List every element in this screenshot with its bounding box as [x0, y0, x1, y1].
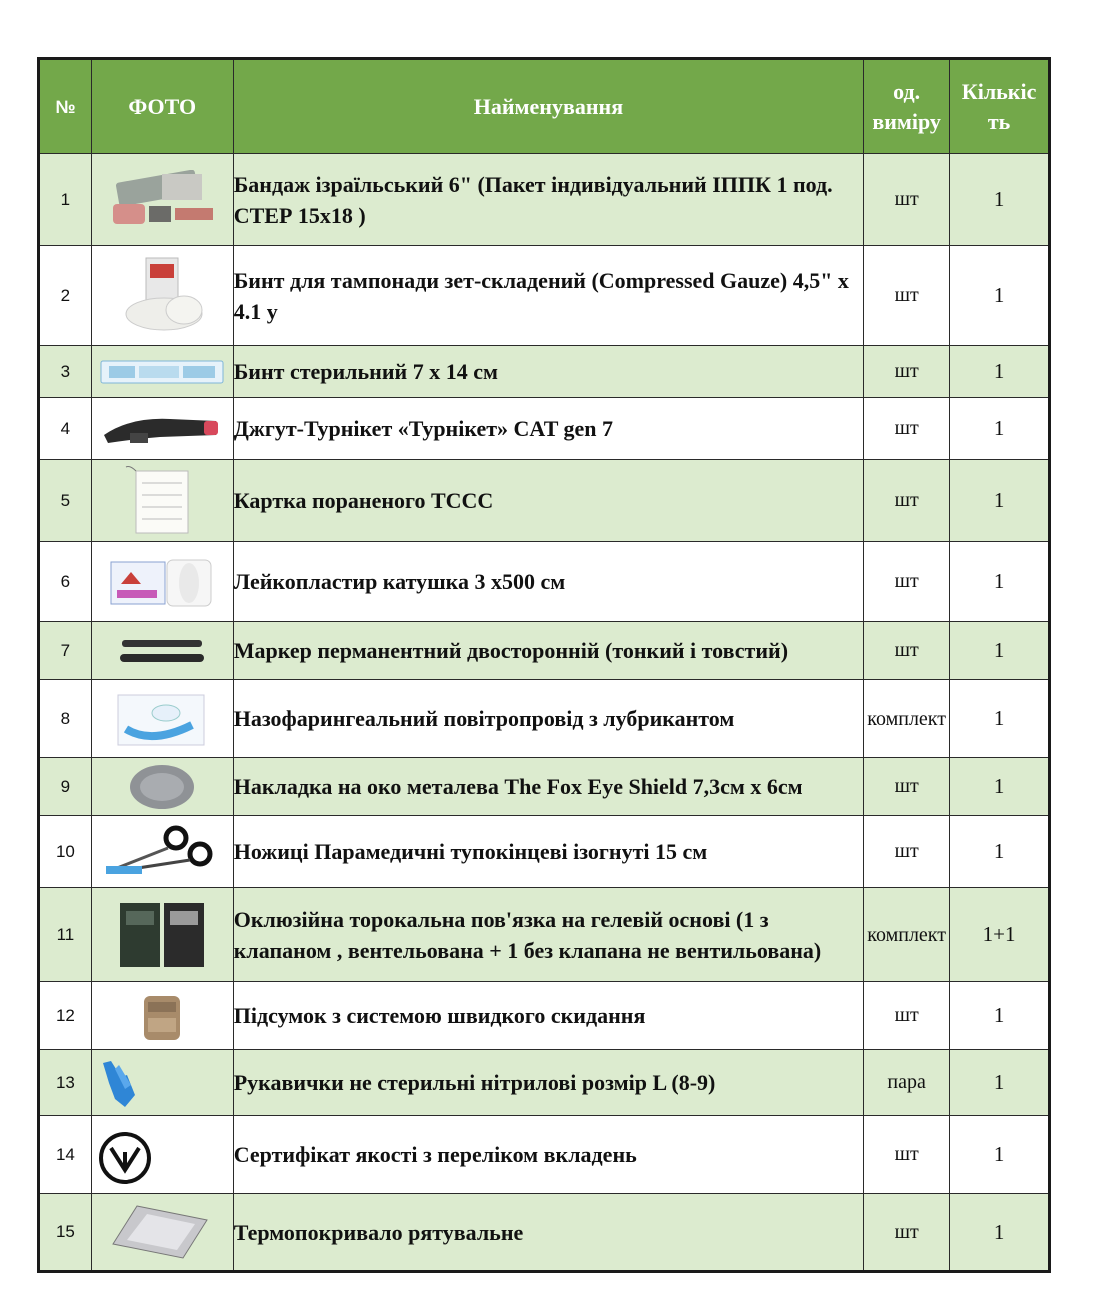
- row-photo: [91, 154, 233, 246]
- row-no: 8: [39, 680, 92, 758]
- row-qty: 1: [950, 1116, 1050, 1194]
- row-qty: 1: [950, 816, 1050, 888]
- table-row: [39, 680, 1050, 758]
- header-photo: ФОТО: [91, 59, 233, 154]
- row-name: Лейкопластир катушка 3 х500 см: [233, 542, 863, 622]
- row-unit: шт: [864, 460, 950, 542]
- row-unit: шт: [864, 816, 950, 888]
- scissors-icon: [102, 824, 222, 880]
- row-name: Сертифікат якості з переліком вкладень: [233, 1116, 863, 1194]
- row-photo: [91, 888, 233, 982]
- certificate-icon: [97, 1122, 227, 1188]
- row-photo: [91, 542, 233, 622]
- row-name: Бинт для тампонади зет-складений (Compressed Gauze) 4,5" x 4.1 y: [233, 246, 863, 346]
- row-name: Ножиці Парамедичні тупокінцеві ізогнуті 15 см: [233, 816, 863, 888]
- table-row: [39, 542, 1050, 622]
- row-qty: 1: [950, 758, 1050, 816]
- row-photo: [91, 680, 233, 758]
- row-name: Бинт стерильний 7 х 14 см: [233, 346, 863, 398]
- header-qty-line1: Кількіс: [961, 78, 1037, 104]
- row-unit: шт: [864, 346, 950, 398]
- bandage-icon: [107, 170, 217, 230]
- row-no: 12: [39, 982, 92, 1050]
- row-photo: [91, 1050, 233, 1116]
- row-unit: [864, 888, 950, 982]
- adhesive-tape-icon: [107, 554, 217, 610]
- header-name: Найменування: [233, 59, 863, 154]
- chest-seal-icon: [112, 897, 212, 973]
- row-no: 3: [39, 346, 92, 398]
- row-name: Рукавички не стерильні нітрилові розмір L (8-9): [233, 1050, 863, 1116]
- header-qty-line2: ть: [987, 108, 1011, 134]
- row-qty: 1: [950, 346, 1050, 398]
- row-qty: 1: [950, 398, 1050, 460]
- table-row: [39, 816, 1050, 888]
- table-row: [39, 888, 1050, 982]
- row-unit-text: комплект: [867, 923, 946, 946]
- row-no: 5: [39, 460, 92, 542]
- row-qty: 1: [950, 1050, 1050, 1116]
- row-name: Маркер перманентний двосторонній (тонкий і товстий): [233, 622, 863, 680]
- row-photo: [91, 1116, 233, 1194]
- header-unit-line1: од.: [893, 78, 921, 104]
- row-no: 15: [39, 1194, 92, 1272]
- table-row: [39, 346, 1050, 398]
- table-row: [39, 758, 1050, 816]
- row-qty: 1: [950, 982, 1050, 1050]
- row-photo: [91, 346, 233, 398]
- header-no: №: [39, 59, 92, 154]
- row-no: 9: [39, 758, 92, 816]
- gauze-icon: [112, 256, 212, 336]
- pouch-icon: [132, 988, 192, 1044]
- header-qty: [950, 59, 1050, 154]
- table-row: [39, 398, 1050, 460]
- airway-icon: [112, 689, 212, 749]
- row-qty: 1: [950, 154, 1050, 246]
- sterile-bandage-icon: [99, 357, 225, 387]
- row-unit: шт: [864, 982, 950, 1050]
- row-unit: шт: [864, 1116, 950, 1194]
- row-no: 7: [39, 622, 92, 680]
- row-no: 14: [39, 1116, 92, 1194]
- row-photo: [91, 398, 233, 460]
- row-unit: шт: [864, 246, 950, 346]
- row-photo: [91, 622, 233, 680]
- table-row: [39, 246, 1050, 346]
- row-qty: 1: [950, 622, 1050, 680]
- row-photo: [91, 460, 233, 542]
- row-qty: 1: [950, 460, 1050, 542]
- row-unit: шт: [864, 758, 950, 816]
- header-row: [39, 59, 1050, 154]
- row-unit: шт: [864, 622, 950, 680]
- row-name: Назофарингеальний повітропровід з лубрикантом: [233, 680, 863, 758]
- row-unit: шт: [864, 542, 950, 622]
- row-unit: шт: [864, 398, 950, 460]
- row-no: 6: [39, 542, 92, 622]
- table-row: [39, 622, 1050, 680]
- row-no: 10: [39, 816, 92, 888]
- row-name: Оклюзійна торокальна пов'язка на гелевій основі (1 з клапаном , вентельована + 1 без клапана не вентильована): [233, 888, 863, 982]
- thermal-blanket-icon: [107, 1200, 217, 1264]
- row-no: 1: [39, 154, 92, 246]
- row-photo: [91, 246, 233, 346]
- row-name: Картка пораненого TCCC: [233, 460, 863, 542]
- row-no: 11: [39, 888, 92, 982]
- row-unit: шт: [864, 1194, 950, 1272]
- row-name: Підсумок з системою швидкого скидання: [233, 982, 863, 1050]
- row-photo: [91, 816, 233, 888]
- row-qty: 1: [950, 680, 1050, 758]
- kit-table: [37, 57, 1051, 1273]
- table-row: [39, 460, 1050, 542]
- row-photo: [91, 1194, 233, 1272]
- table-row: [39, 1050, 1050, 1116]
- eye-shield-icon: [122, 762, 202, 812]
- header-unit-line2: виміру: [872, 108, 941, 134]
- row-photo: [91, 982, 233, 1050]
- row-no: 13: [39, 1050, 92, 1116]
- row-name: Бандаж ізраїльський 6" (Пакет індивідуальний ІППК 1 под. СТЕР 15х18 ): [233, 154, 863, 246]
- table-row: [39, 1116, 1050, 1194]
- row-unit-text: комплект: [867, 707, 946, 730]
- row-unit: [864, 680, 950, 758]
- row-name: Джгут-Турнікет «Турнікет» CAT gen 7: [233, 398, 863, 460]
- row-qty: 1: [950, 542, 1050, 622]
- row-no: 2: [39, 246, 92, 346]
- row-qty: 1+1: [950, 888, 1050, 982]
- table-row: [39, 1194, 1050, 1272]
- table-row: [39, 154, 1050, 246]
- table-row: [39, 982, 1050, 1050]
- row-unit: пара: [864, 1050, 950, 1116]
- gloves-icon: [97, 1055, 227, 1111]
- casualty-card-icon: [122, 465, 202, 537]
- row-name: Термопокривало рятувальне: [233, 1194, 863, 1272]
- row-no: 4: [39, 398, 92, 460]
- row-name: Накладка на око металева The Fox Eye Shield 7,3см х 6см: [233, 758, 863, 816]
- tourniquet-icon: [100, 409, 224, 449]
- row-qty: 1: [950, 1194, 1050, 1272]
- marker-icon: [112, 634, 212, 668]
- header-unit: [864, 59, 950, 154]
- row-photo: [91, 758, 233, 816]
- row-qty: 1: [950, 246, 1050, 346]
- row-unit: шт: [864, 154, 950, 246]
